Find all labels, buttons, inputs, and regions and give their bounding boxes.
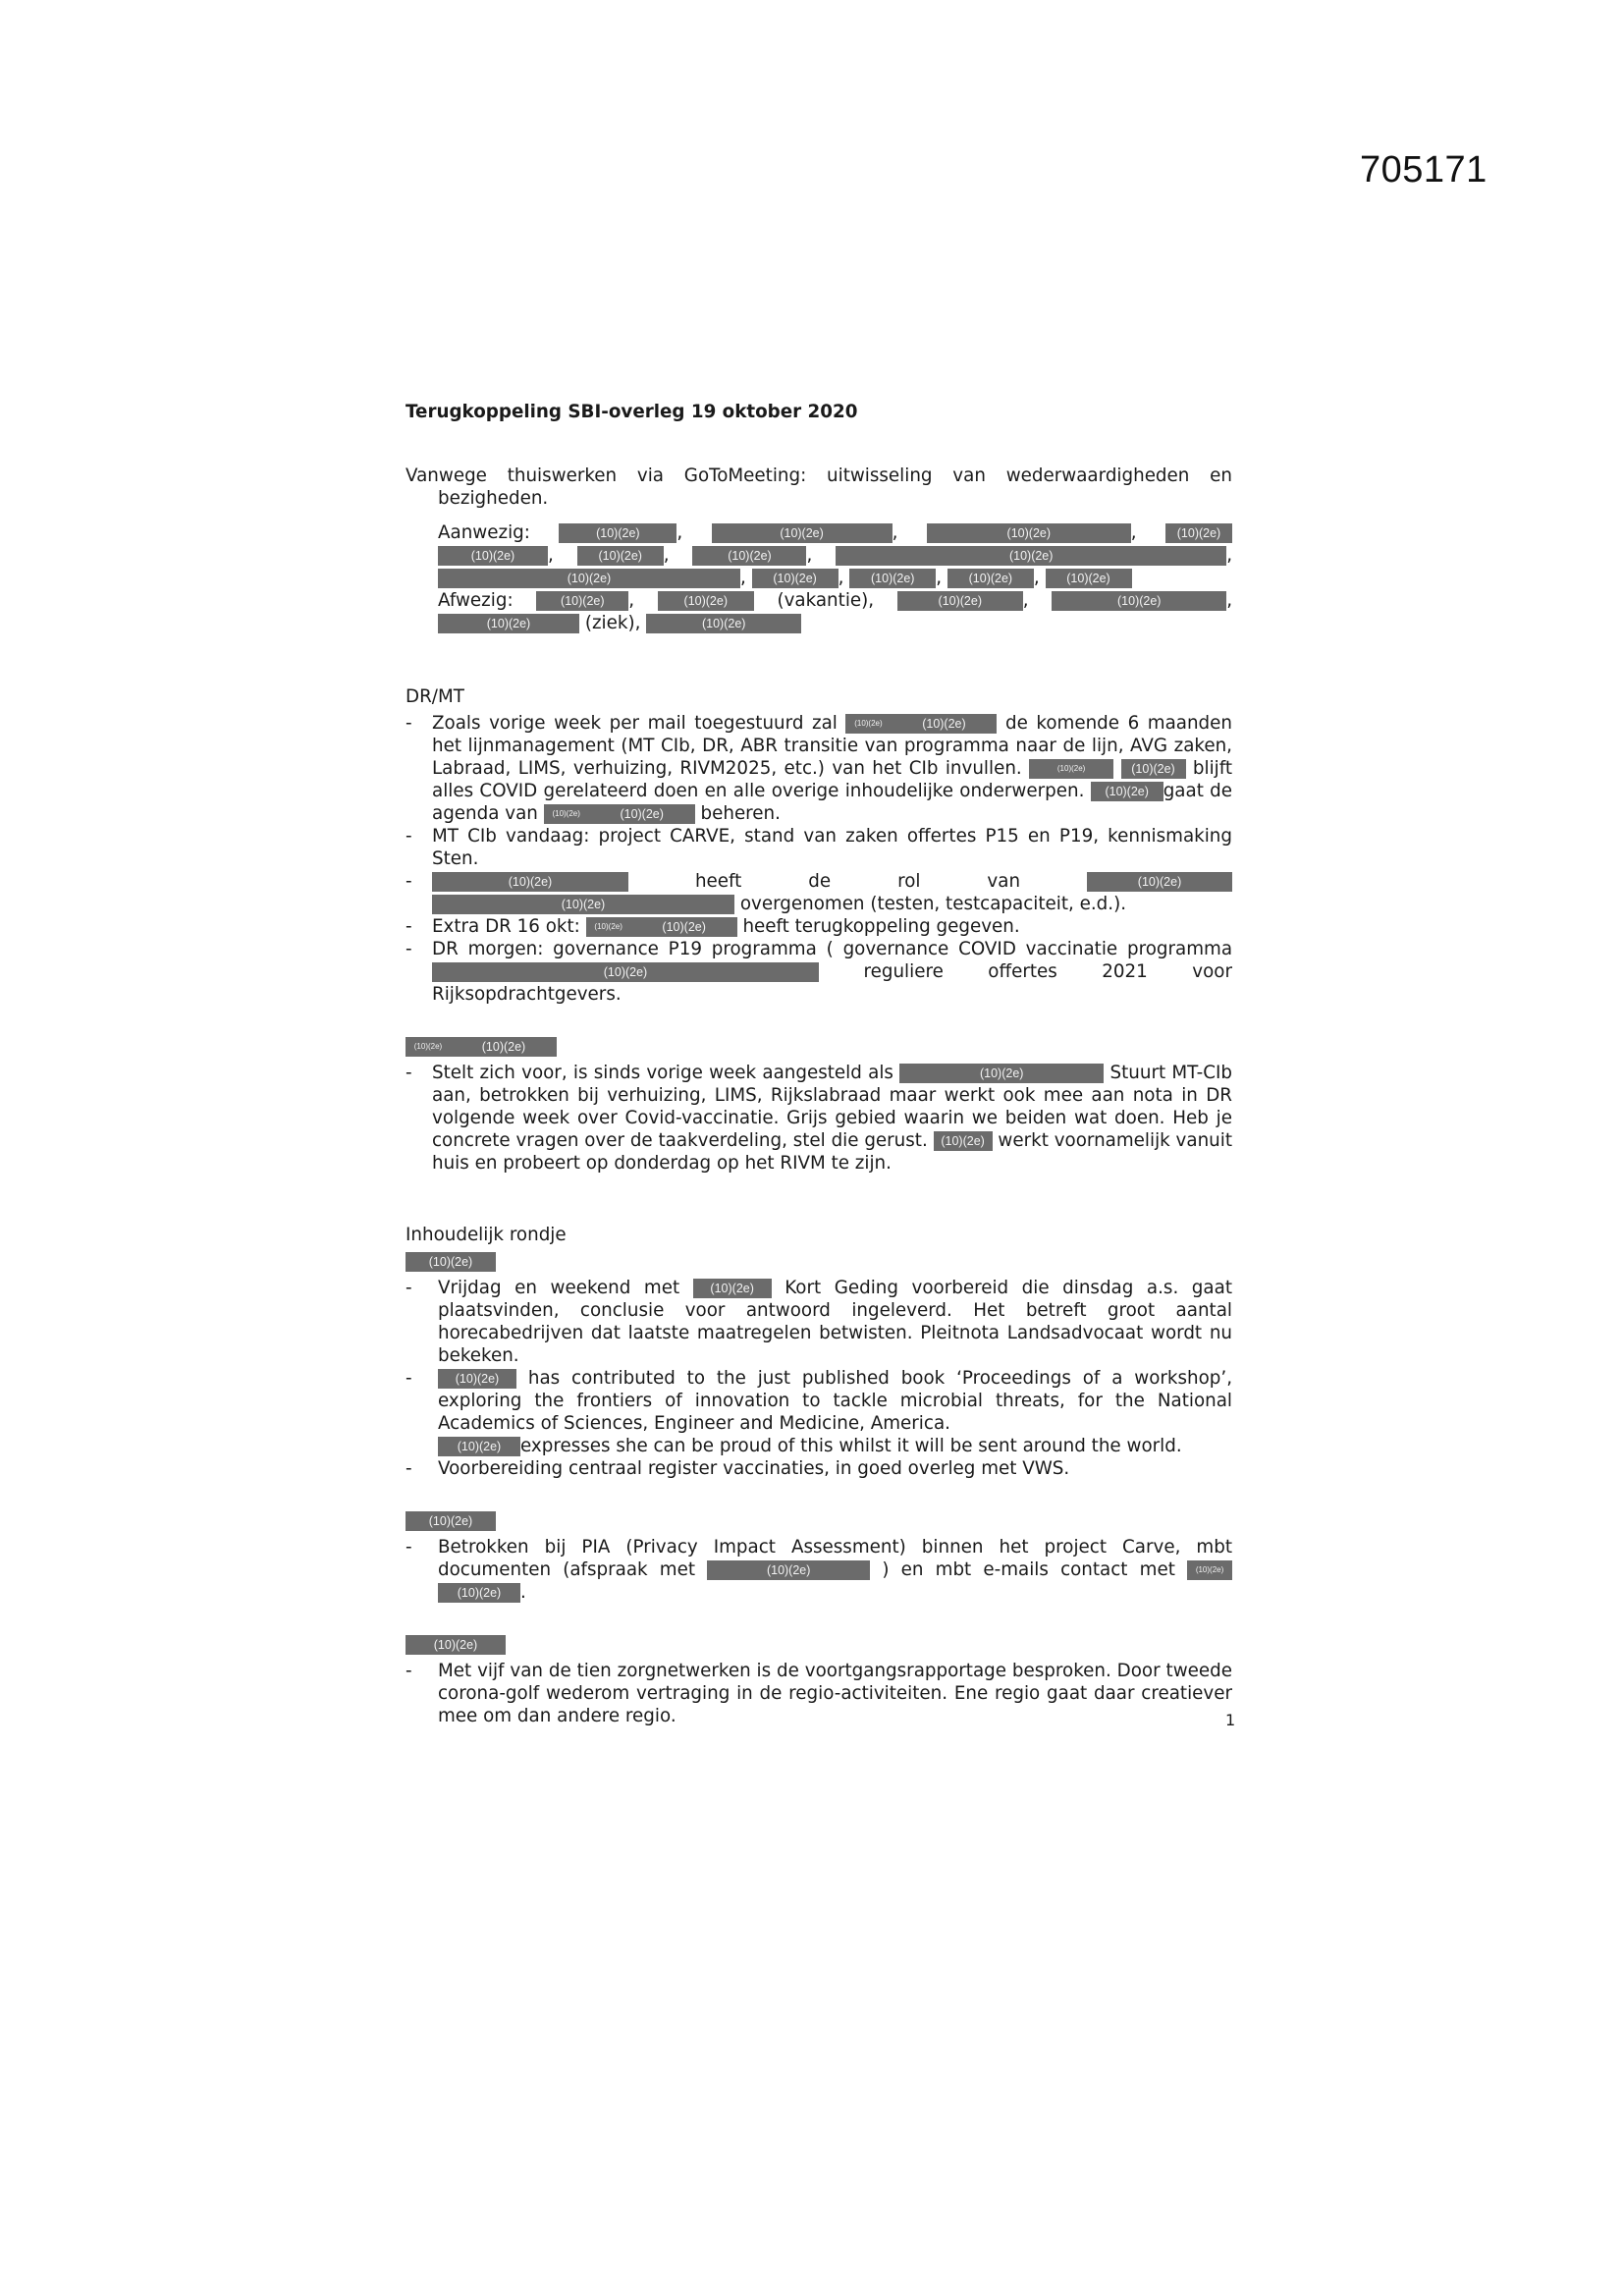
document-title: Terugkoppeling SBI-overleg 19 oktober 2020 [406,402,858,422]
redaction: (10)(2e) [693,1279,772,1298]
list-item: - MT CIb vandaag: project CARVE, stand van zaken offertes P15 en P19, kennismaking Sten. [406,825,1232,870]
redaction: (10)(2e) [897,591,1023,611]
subsection-person-3 [406,1633,1232,1656]
redaction: (10)(2e) [1046,569,1132,588]
list-item: - Betrokken bij PIA (Privacy Impact Assessment) binnen het project Carve, mbt documenten (afspraak met (10)(2e) ) en mbt e-mails contact met (10)(2e) (10)(2e) . [406,1536,1232,1604]
redaction: (10)(2e) [947,569,1034,588]
redaction: (10)(2e) [1121,759,1186,779]
list-item: - Extra DR 16 okt: (10)(2e) (10)(2e) heeft terugkoppeling gegeven. [406,915,1232,938]
subsection-person-1 [406,1250,1232,1273]
redaction: (10)(2e) [1029,759,1113,779]
attendance-block: Aanwezig: (10)(2e) , (10)(2e) , (10)(2e) , (10)(2e) (10)(2e) , (10)(2e) , (10)(2e) , (10)(2e) , (10)(2e) , (10)(2e) , (10)(2e) , (10)(2e) , (10)(2e) Afwezig: (10)(2e) , (10)(2e) (vakantie), (10)(2e) , (10)(2e) , (10)(2e) (ziek), (10)(2e) [438,522,1233,633]
list-item: - Voorbereiding centraal register vaccinaties, in goed overleg met VWS. [406,1457,1232,1480]
redaction: (10)(2e) [451,1037,557,1057]
redaction: (10)(2e) [836,546,1226,566]
networks-list [406,1660,1232,1727]
list-item: - (10)(2e) heeft de rol van (10)(2e) (10)(2e) overgenomen (testen, testcapaciteit, e.d.). [406,870,1232,915]
redaction: (10)(2e) [432,872,628,892]
redaction: (10)(2e) [752,569,839,588]
absent-label: Afwezig: [438,590,514,611]
list-item: - Stelt zich voor, is sinds vorige week aangesteld als (10)(2e) Stuurt MT-CIb aan, betrokken bij verhuizing, LIMS, Rijkslabraad maar werkt ook mee aan nota in DR volgende week over Covid-vaccinatie. Grijs gebied waarin we beiden wat doen. Heb je concrete vragen over de taakverdeling, stel die gerust. (10)(2e) werkt voornamelijk vanuit huis en probeert op donderdag op het RIVM te zijn. [406,1062,1232,1175]
redaction: (10)(2e) [432,962,819,982]
redaction: (10)(2e) [438,1369,516,1389]
redaction: (10)(2e) [899,1064,1104,1083]
page-number: 1 [1225,1711,1236,1729]
list-item: - (10)(2e) has contributed to the just published book ‘Proceedings of a workshop’, exploring the frontiers of innovation to tackle microbial threats, for the National Academics of Sciences, Engineer and Medicine, America. [406,1367,1232,1435]
redaction: (10)(2e) [559,523,676,543]
redaction: (10)(2e) [438,569,740,588]
pia-list [406,1536,1232,1604]
redaction: (10)(2e) [891,714,997,734]
redaction: (10)(2e) [406,1252,496,1272]
section-heading-dr-mt: DR/MT [406,686,464,707]
intro-paragraph: Vanwege thuiswerken via GoToMeeting: uitwisseling van wederwaardigheden en bezigheden. [406,465,1232,509]
document-body [406,401,1232,1727]
present-label: Aanwezig: [438,522,530,543]
redaction: (10)(2e) [692,546,806,566]
sick-note: (ziek), [584,613,641,633]
redaction: (10)(2e) [1187,1560,1232,1580]
redaction: (10)(2e) [536,591,628,611]
round-list [406,1277,1232,1435]
redaction: (10)(2e) [438,614,579,633]
redaction: (10)(2e) [1052,591,1226,611]
list-item: - Zoals vorige week per mail toegestuurd zal (10)(2e) (10)(2e) de komende 6 maanden het lijnmanagement (MT CIb, DR, ABR transitie van programma naar de lijn, AVG zaken, Labraad, LIMS, verhuizing, RIVM2025, etc.) van het CIb invullen. (10)(2e) (10)(2e) blijft alles COVID gerelateerd doen en alle overige inhoudelijke onderwerpen. (10)(2e) gaat de agenda van (10)(2e) (10)(2e) beheren. [406,712,1232,825]
redaction: (10)(2e) [707,1560,870,1580]
redaction: (10)(2e) [646,614,801,633]
redaction: (10)(2e) [1165,523,1232,543]
vacation-note: (vakantie), [777,590,875,611]
redaction: (10)(2e) [927,523,1131,543]
round-list-2 [406,1457,1232,1480]
subsection-person-2 [406,1509,1232,1532]
redaction: (10)(2e) [406,1037,451,1057]
redaction: (10)(2e) [589,804,695,824]
round-sub-note: (10)(2e) expresses she can be proud of this whilst it will be sent around the world. [406,1435,1232,1457]
redaction: (10)(2e) [658,591,754,611]
dr-mt-list [406,712,1232,1006]
list-item: - DR morgen: governance P19 programma ( governance COVID vaccinatie programma (10)(2e) reguliere offertes 2021 voor Rijksopdrachtgevers. [406,938,1232,1006]
redaction: (10)(2e) [845,714,891,734]
section-heading-round: Inhoudelijk rondje [406,1225,567,1245]
redaction: (10)(2e) [1091,782,1163,801]
redaction: (10)(2e) [1087,872,1232,892]
redaction: (10)(2e) [432,895,734,914]
redaction: (10)(2e) [577,546,664,566]
redaction: (10)(2e) [849,569,936,588]
redaction: (10)(2e) [438,1437,520,1456]
redaction: (10)(2e) [406,1511,496,1531]
redaction: (10)(2e) [406,1635,506,1655]
redaction: (10)(2e) [631,917,737,937]
redaction: (10)(2e) [586,917,631,937]
redaction: (10)(2e) [934,1131,993,1151]
list-item: - Vrijdag en weekend met (10)(2e) Kort Geding voorbereid die dinsdag a.s. gaat plaatsvinden, conclusie voor antwoord ingeleverd. Het betreft groot aantal horecabedrijven dat laatste maatregelen betwisten. Pleitnota Landsadvocaat wordt nu bekeken. [406,1277,1232,1367]
person-list [406,1062,1232,1175]
list-item: - Met vijf van de tien zorgnetwerken is de voortgangsrapportage besproken. Door tweede corona-golf wederom vertraging in de regio-activiteiten. Ene regio gaat daar creatiever mee om dan andere regio. [406,1660,1232,1727]
document-number: 705171 [1360,149,1488,191]
redaction: (10)(2e) [438,546,548,566]
redaction: (10)(2e) [544,804,589,824]
redaction: (10)(2e) [712,523,893,543]
redaction: (10)(2e) [438,1583,520,1603]
section-heading-person [406,1035,1232,1058]
